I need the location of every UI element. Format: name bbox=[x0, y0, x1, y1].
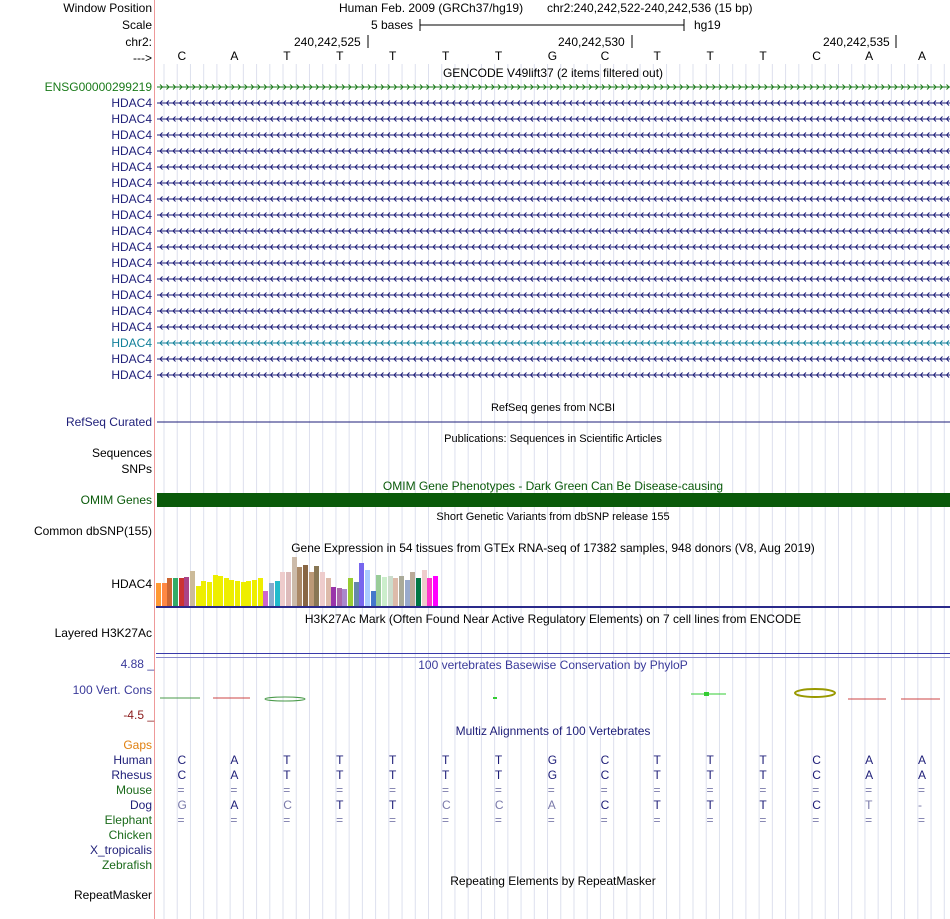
gtex-bar[interactable] bbox=[297, 567, 302, 606]
gtex-bar[interactable] bbox=[246, 581, 251, 606]
multiz-base: T bbox=[653, 768, 661, 782]
multiz-base: C bbox=[600, 768, 610, 782]
gtex-bar[interactable] bbox=[292, 557, 297, 606]
window-position-label: Window Position bbox=[63, 1, 152, 15]
publications-title: Publications: Sequences in Scientific Articles bbox=[444, 433, 662, 445]
gencode-item-label[interactable]: HDAC4 bbox=[111, 144, 152, 158]
multiz-base: T bbox=[336, 753, 344, 767]
gtex-bar[interactable] bbox=[275, 581, 280, 606]
gtex-bar[interactable] bbox=[410, 572, 415, 606]
snps-label[interactable]: SNPs bbox=[121, 462, 152, 476]
gencode-item-line[interactable] bbox=[157, 112, 950, 126]
header-base: A bbox=[918, 49, 927, 63]
header-base: A bbox=[865, 49, 874, 63]
multiz-base: = bbox=[812, 813, 820, 827]
multiz-base: T bbox=[706, 753, 714, 767]
gtex-bar[interactable] bbox=[269, 583, 274, 606]
gencode-item-label[interactable]: HDAC4 bbox=[111, 352, 152, 366]
coord-tick-2: 240,242,530 bbox=[558, 35, 625, 49]
gtex-bar[interactable] bbox=[376, 575, 381, 606]
repeatmasker-title: Repeating Elements by RepeatMasker bbox=[450, 874, 656, 888]
gtex-bar[interactable] bbox=[416, 578, 421, 606]
multiz-base: = bbox=[177, 783, 185, 797]
gtex-bar[interactable] bbox=[258, 578, 263, 606]
multiz-base: T bbox=[759, 798, 767, 812]
coord-tick-marks bbox=[0, 34, 950, 50]
coord-tick-3: 240,242,535 bbox=[823, 35, 890, 49]
gtex-title: Gene Expression in 54 tissues from GTEx RNA-seq of 17382 samples, 948 donors (V8, Aug 2019) bbox=[291, 541, 815, 555]
gencode-item-line[interactable] bbox=[157, 288, 950, 302]
multiz-base: C bbox=[812, 798, 821, 812]
gtex-bar[interactable] bbox=[314, 566, 319, 606]
assembly-text: Human Feb. 2009 (GRCh37/hg19) bbox=[339, 1, 524, 15]
multiz-base: T bbox=[441, 768, 450, 782]
gtex-bar[interactable] bbox=[207, 582, 212, 606]
gencode-item-label[interactable]: HDAC4 bbox=[111, 112, 152, 126]
gtex-bar[interactable] bbox=[179, 578, 184, 606]
gtex-label[interactable]: HDAC4 bbox=[111, 577, 152, 591]
dbsnp-title: Short Genetic Variants from dbSNP release 155 bbox=[436, 511, 670, 523]
gtex-bar[interactable] bbox=[162, 583, 167, 606]
header-base: G bbox=[547, 49, 558, 63]
refseq-label[interactable]: RefSeq Curated bbox=[65, 415, 152, 429]
multiz-base: = bbox=[918, 783, 926, 797]
gtex-bar[interactable] bbox=[342, 589, 347, 606]
gencode-item-label[interactable]: HDAC4 bbox=[111, 240, 152, 254]
multiz-base: T bbox=[759, 753, 767, 767]
multiz-base: = bbox=[600, 783, 608, 797]
multiz-base: A bbox=[230, 768, 239, 782]
multiz-species-label[interactable]: X_tropicalis bbox=[89, 843, 152, 857]
header-base: C bbox=[177, 49, 187, 63]
header-base: T bbox=[653, 49, 661, 63]
gtex-bar[interactable] bbox=[213, 575, 218, 606]
gencode-item-label[interactable]: HDAC4 bbox=[111, 96, 152, 110]
multiz-base: T bbox=[706, 768, 714, 782]
multiz-base: = bbox=[706, 783, 714, 797]
header-base: C bbox=[600, 49, 610, 63]
multiz-base: T bbox=[494, 753, 503, 767]
gencode-item-label[interactable]: HDAC4 bbox=[111, 208, 152, 222]
gtex-bar[interactable] bbox=[433, 576, 438, 606]
header-base: T bbox=[759, 49, 767, 63]
gtex-bar[interactable] bbox=[354, 582, 359, 606]
multiz-species-label[interactable]: Elephant bbox=[104, 813, 152, 827]
gencode-item-line[interactable] bbox=[157, 240, 950, 254]
multiz-base: = bbox=[441, 813, 449, 827]
gtex-bar[interactable] bbox=[156, 583, 161, 606]
multiz-base: = bbox=[600, 813, 608, 827]
multiz-base: - bbox=[918, 798, 923, 812]
gencode-item-label[interactable]: HDAC4 bbox=[111, 304, 152, 318]
gencode-item-line[interactable] bbox=[157, 256, 950, 270]
gencode-item-label[interactable]: ENSG00000299219 bbox=[44, 80, 152, 94]
gtex-bar[interactable] bbox=[263, 591, 268, 606]
chr-label: chr2: bbox=[125, 35, 152, 49]
gencode-item-label[interactable]: HDAC4 bbox=[111, 320, 152, 334]
gencode-item-line[interactable] bbox=[157, 320, 950, 334]
gtex-bar[interactable] bbox=[326, 578, 331, 606]
coord-tick-1: 240,242,525 bbox=[294, 35, 361, 49]
multiz-base: = bbox=[283, 783, 291, 797]
multiz-species-label[interactable]: Human bbox=[113, 753, 152, 767]
phylop-min-label: -4.5 _ bbox=[123, 708, 154, 722]
gencode-item-line[interactable] bbox=[157, 160, 950, 174]
gencode-item-line[interactable] bbox=[157, 272, 950, 286]
multiz-base: T bbox=[494, 768, 503, 782]
strand-label: ---> bbox=[133, 51, 152, 65]
multiz-base: T bbox=[336, 768, 344, 782]
gtex-bar[interactable] bbox=[173, 578, 178, 606]
multiz-base: = bbox=[177, 813, 185, 827]
gtex-bar[interactable] bbox=[286, 572, 291, 606]
phylop-mark-7 bbox=[795, 689, 835, 697]
gencode-item-label[interactable]: HDAC4 bbox=[111, 160, 152, 174]
gtex-bar[interactable] bbox=[393, 578, 398, 606]
db-text: hg19 bbox=[694, 18, 721, 32]
multiz-base: = bbox=[441, 783, 449, 797]
multiz-base: A bbox=[547, 798, 556, 812]
multiz-base: A bbox=[230, 798, 239, 812]
gtex-bar[interactable] bbox=[167, 578, 172, 606]
gtex-bar[interactable] bbox=[309, 572, 314, 606]
gtex-bar[interactable] bbox=[252, 580, 257, 606]
gtex-baseline bbox=[156, 606, 950, 608]
multiz-base: = bbox=[759, 783, 767, 797]
header-base: C bbox=[812, 49, 821, 63]
multiz-base: T bbox=[389, 768, 397, 782]
header-base: T bbox=[441, 49, 450, 63]
header-base: T bbox=[494, 49, 503, 63]
gencode-title: GENCODE V49lift37 (2 items filtered out) bbox=[442, 66, 664, 80]
multiz-title: Multiz Alignments of 100 Vertebrates bbox=[455, 724, 651, 738]
multiz-base: T bbox=[283, 753, 291, 767]
gtex-bar[interactable] bbox=[348, 578, 353, 606]
gtex-bar[interactable] bbox=[399, 576, 404, 606]
multiz-base: A bbox=[918, 768, 927, 782]
gencode-item-label[interactable]: HDAC4 bbox=[111, 128, 152, 142]
header-base: T bbox=[283, 49, 291, 63]
gencode-item-line[interactable] bbox=[157, 176, 950, 190]
phylop-mark-3 bbox=[265, 697, 305, 701]
gencode-item-line[interactable] bbox=[157, 128, 950, 142]
header-base: A bbox=[230, 49, 239, 63]
omim-title: OMIM Gene Phenotypes - Dark Green Can Be Disease-causing bbox=[382, 479, 724, 493]
multiz-base: T bbox=[389, 753, 397, 767]
header-base: T bbox=[706, 49, 714, 63]
multiz-base: = bbox=[336, 813, 344, 827]
multiz-base: T bbox=[865, 798, 873, 812]
gtex-bar[interactable] bbox=[365, 570, 370, 606]
gtex-bar[interactable] bbox=[337, 588, 342, 606]
multiz-base: C bbox=[494, 798, 504, 812]
gtex-bar[interactable] bbox=[405, 580, 410, 606]
sequences-label[interactable]: Sequences bbox=[91, 446, 152, 460]
phylop-title: 100 vertebrates Basewise Conservation by PhyloP bbox=[418, 658, 688, 672]
multiz-base: C bbox=[177, 753, 187, 767]
gencode-item-line[interactable] bbox=[157, 80, 950, 94]
gtex-bar[interactable] bbox=[218, 576, 223, 606]
omim-label[interactable]: OMIM Genes bbox=[80, 493, 152, 507]
multiz-base: = bbox=[230, 783, 238, 797]
gencode-item-line[interactable] bbox=[157, 96, 950, 110]
multiz-base: T bbox=[706, 798, 714, 812]
multiz-base: = bbox=[389, 783, 397, 797]
multiz-base: G bbox=[547, 768, 558, 782]
gencode-item-line[interactable] bbox=[157, 352, 950, 366]
gencode-item-line[interactable] bbox=[157, 336, 950, 350]
gtex-bar[interactable] bbox=[190, 571, 195, 606]
multiz-base: = bbox=[706, 813, 714, 827]
multiz-base: T bbox=[283, 768, 291, 782]
multiz-base: C bbox=[812, 768, 821, 782]
gtex-bar[interactable] bbox=[320, 572, 325, 606]
position-text[interactable]: chr2:240,242,522-240,242,536 (15 bp) bbox=[547, 1, 753, 15]
gtex-bar[interactable] bbox=[427, 578, 432, 606]
gtex-bar[interactable] bbox=[229, 580, 234, 606]
multiz-base: G bbox=[547, 753, 558, 767]
multiz-base: T bbox=[441, 753, 450, 767]
gtex-bar[interactable] bbox=[422, 570, 427, 606]
gencode-item-label[interactable]: HDAC4 bbox=[111, 368, 152, 382]
multiz-base: A bbox=[918, 753, 927, 767]
gencode-item-label[interactable]: HDAC4 bbox=[111, 272, 152, 286]
multiz-base: T bbox=[336, 798, 344, 812]
multiz-base: C bbox=[812, 753, 821, 767]
gtex-bar[interactable] bbox=[241, 582, 246, 606]
gtex-bar[interactable] bbox=[196, 586, 201, 606]
gtex-bar[interactable] bbox=[235, 581, 240, 606]
multiz-base: = bbox=[865, 813, 873, 827]
gtex-bar[interactable] bbox=[280, 572, 285, 606]
multiz-base: = bbox=[389, 813, 397, 827]
multiz-base: C bbox=[441, 798, 451, 812]
multiz-base: T bbox=[653, 753, 661, 767]
phylop-max-label: 4.88 _ bbox=[120, 657, 154, 671]
multiz-base: C bbox=[600, 753, 610, 767]
repeatmasker-label[interactable]: RepeatMasker bbox=[73, 888, 152, 902]
h3k27ac-title: H3K27Ac Mark (Often Found Near Active Regulatory Elements) on 7 cell lines from ENCODE bbox=[304, 612, 802, 626]
multiz-base: = bbox=[494, 783, 502, 797]
multiz-base: = bbox=[336, 783, 344, 797]
gencode-item-label[interactable]: HDAC4 bbox=[111, 256, 152, 270]
multiz-base: G bbox=[177, 798, 187, 812]
header-base: T bbox=[336, 49, 344, 63]
scale-bar bbox=[418, 18, 688, 32]
gencode-item-label[interactable]: HDAC4 bbox=[111, 336, 152, 350]
scale-text: 5 bases bbox=[371, 18, 414, 32]
multiz-base: C bbox=[283, 798, 292, 812]
header-base: T bbox=[389, 49, 397, 63]
multiz-base: C bbox=[177, 768, 187, 782]
multiz-base: = bbox=[918, 813, 926, 827]
gencode-item-line[interactable] bbox=[157, 304, 950, 318]
refseq-title: RefSeq genes from NCBI bbox=[490, 402, 616, 414]
multiz-base: A bbox=[865, 768, 874, 782]
multiz-species-label[interactable]: Chicken bbox=[108, 828, 152, 842]
multiz-species-label[interactable]: Dog bbox=[129, 798, 152, 812]
gencode-item-label[interactable]: HDAC4 bbox=[111, 224, 152, 238]
multiz-species-label[interactable]: Rhesus bbox=[111, 768, 152, 782]
gencode-item-line[interactable] bbox=[157, 368, 950, 382]
multiz-base: = bbox=[283, 813, 291, 827]
gtex-bar[interactable] bbox=[382, 577, 387, 606]
gtex-bar[interactable] bbox=[388, 576, 393, 606]
gencode-item-label[interactable]: HDAC4 bbox=[111, 288, 152, 302]
h3k27ac-label[interactable]: Layered H3K27Ac bbox=[54, 626, 152, 640]
multiz-base: = bbox=[547, 813, 555, 827]
gencode-item-label[interactable]: HDAC4 bbox=[111, 192, 152, 206]
omim-bar[interactable] bbox=[157, 493, 950, 507]
phylop-mark-6 bbox=[704, 692, 709, 696]
gtex-bar[interactable] bbox=[331, 587, 336, 606]
multiz-base: = bbox=[812, 783, 820, 797]
gencode-item-line[interactable] bbox=[157, 224, 950, 238]
multiz-base: = bbox=[547, 783, 555, 797]
multiz-base: T bbox=[653, 798, 661, 812]
scale-label: Scale bbox=[121, 18, 152, 32]
multiz-base: = bbox=[653, 783, 661, 797]
phylop-plot[interactable] bbox=[156, 680, 950, 710]
gtex-bar[interactable] bbox=[371, 591, 376, 606]
gencode-item-label[interactable]: HDAC4 bbox=[111, 176, 152, 190]
multiz-base: = bbox=[759, 813, 767, 827]
gaps-label[interactable]: Gaps bbox=[123, 738, 152, 752]
multiz-base: A bbox=[865, 753, 874, 767]
multiz-base: = bbox=[230, 813, 238, 827]
multiz-base: T bbox=[759, 768, 767, 782]
phylop-label[interactable]: 100 Vert. Cons bbox=[72, 683, 152, 697]
phylop-mark-4 bbox=[493, 697, 497, 699]
multiz-base: = bbox=[653, 813, 661, 827]
gencode-item-line[interactable] bbox=[157, 208, 950, 222]
gencode-item-line[interactable] bbox=[157, 192, 950, 206]
refseq-line[interactable] bbox=[157, 415, 950, 429]
multiz-species-label[interactable]: Mouse bbox=[115, 783, 152, 797]
multiz-base: T bbox=[389, 798, 397, 812]
gtex-bar[interactable] bbox=[184, 577, 189, 606]
multiz-species-label[interactable]: Zebrafish bbox=[101, 858, 152, 872]
multiz-base: C bbox=[600, 798, 610, 812]
gencode-item-line[interactable] bbox=[157, 144, 950, 158]
gtex-bar[interactable] bbox=[201, 581, 206, 606]
gtex-bar[interactable] bbox=[359, 563, 364, 606]
dbsnp-label[interactable]: Common dbSNP(155) bbox=[33, 524, 152, 538]
gtex-bar[interactable] bbox=[224, 578, 229, 606]
multiz-base: A bbox=[230, 753, 239, 767]
multiz-base: = bbox=[494, 813, 502, 827]
multiz-base: = bbox=[865, 783, 873, 797]
gtex-bar[interactable] bbox=[303, 565, 308, 606]
